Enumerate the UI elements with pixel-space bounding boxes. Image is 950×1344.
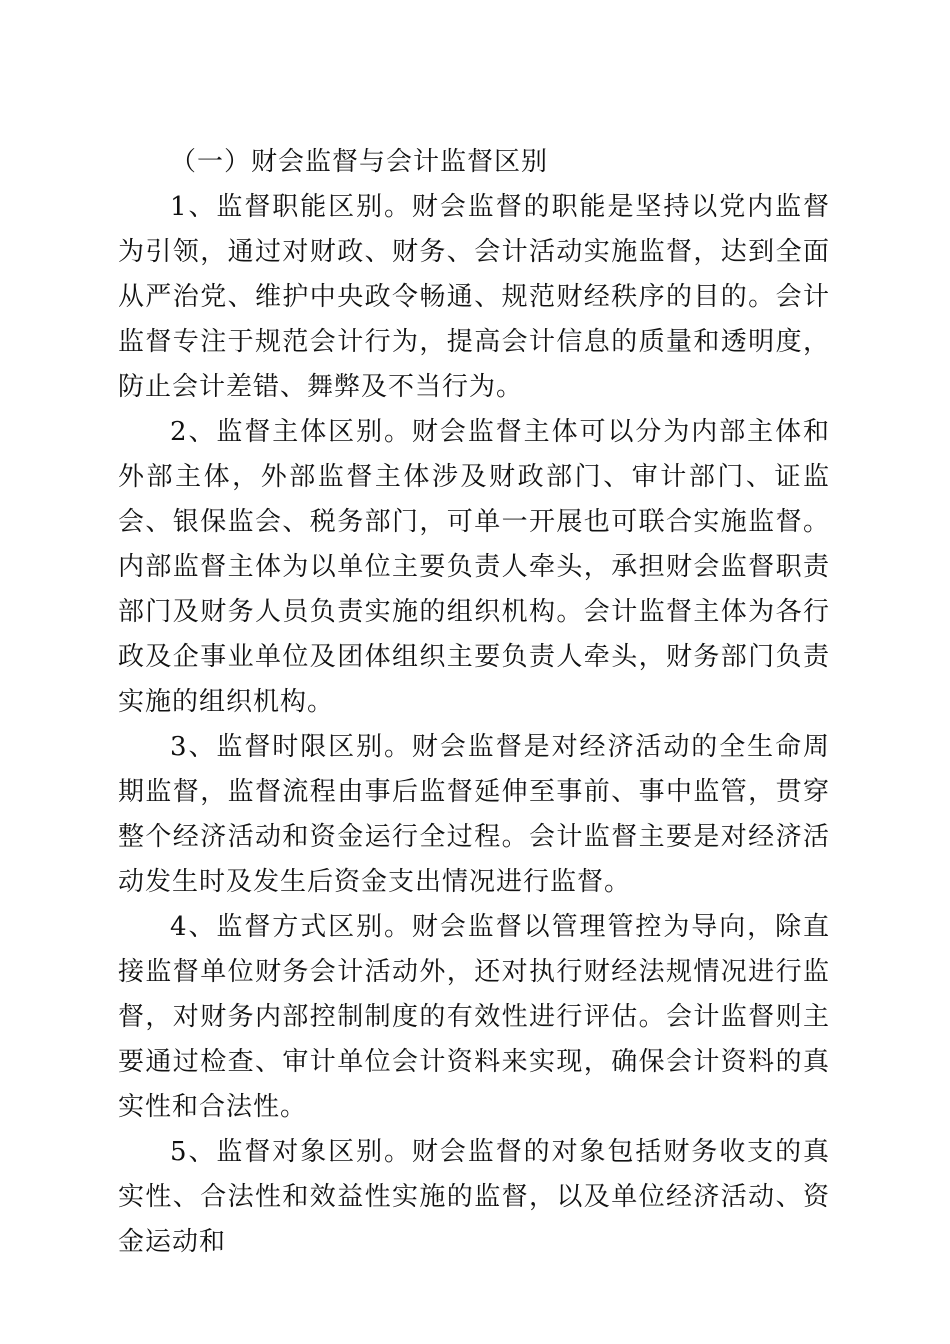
paragraph-supervision-method: 4、监督方式区别。财会监督以管理管控为导向，除直接监督单位财务会计活动外，还对执行财经法规情况进行监督，对财务内部控制制度的有效性进行评估。会计监督则主要通过检查、审计单位会计资料来实现，确保会计资料的真实性和合法性。 <box>118 912 830 1122</box>
section-heading: （一）财会监督与会计监督区别 <box>170 147 549 177</box>
document-page <box>118 140 830 1265</box>
paragraph-supervision-object: 5、监督对象区别。财会监督的对象包括财务收支的真实性、合法性和效益性实施的监督，以及单位经济活动、资金运动和 <box>118 1137 830 1257</box>
paragraph-supervision-subject: 2、监督主体区别。财会监督主体可以分为内部主体和外部主体，外部监督主体涉及财政部门、审计部门、证监会、银保监会、税务部门，可单一开展也可联合实施监督。内部监督主体为以单位主要负责人牵头，承担财会监督职责部门及财务人员负责实施的组织机构。会计监督主体为各行政及企事业单位及团体组织主要负责人牵头，财务部门负责实施的组织机构。 <box>118 417 830 717</box>
paragraph-supervision-function: 1、监督职能区别。财会监督的职能是坚持以党内监督为引领，通过对财政、财务、会计活动实施监督，达到全面从严治党、维护中央政令畅通、规范财经秩序的目的。会计监督专注于规范会计行为，提高会计信息的质量和透明度，防止会计差错、舞弊及不当行为。 <box>118 192 830 402</box>
paragraph-supervision-timeframe: 3、监督时限区别。财会监督是对经济活动的全生命周期监督，监督流程由事后监督延伸至事前、事中监管，贯穿整个经济活动和资金运行全过程。会计监督主要是对经济活动发生时及发生后资金支出情况进行监督。 <box>118 732 830 897</box>
